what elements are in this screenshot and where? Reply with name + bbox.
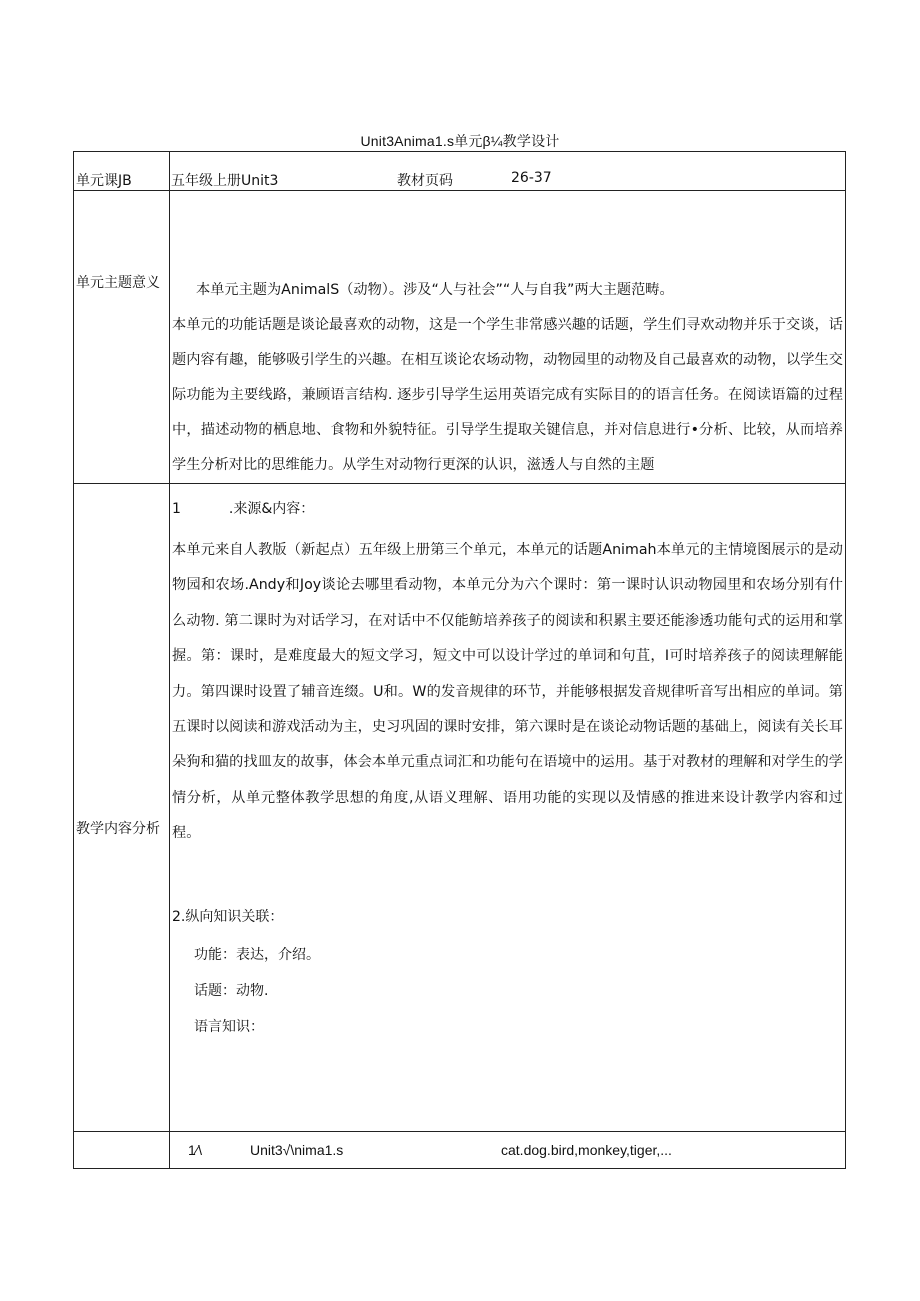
item2-heading: 2.纵向知识关联： — [172, 908, 284, 925]
vocabulary-row — [74, 1132, 846, 1169]
theme-row — [74, 191, 846, 484]
content-label-cell — [74, 484, 170, 1132]
topic-line: 话题：动物. — [194, 982, 269, 999]
unit-info-cell — [170, 152, 846, 191]
vocab-col-1: 1∕\ — [188, 1142, 203, 1158]
vocabulary-cell — [170, 1132, 846, 1169]
unit-label-cell — [74, 152, 170, 191]
pages-label: 教材页码 — [397, 173, 453, 189]
theme-label: 单元主题意义 — [76, 275, 160, 291]
item1-number: 1 — [172, 501, 181, 517]
unit-row — [74, 152, 846, 191]
theme-content-cell — [170, 191, 846, 484]
item1-body: 本单元来自人教版（新起点）五年级上册第三个单元，本单元的话题Animah本单元的主情境图展示的是动物园和农场.Andy和Joy谈论去哪里看动物，本单元分为六个课时：第一课时认识动物园里和农场分别有什么动物. 第二课时为对话学习，在对话中不仅能鲂培养孩子的阅读和积累主要还能渗透功能句式的运用和掌握。第：课时，是难度最大的短文学习，短文中可以设计学过的单词和句苴，I可时培养孩子的阅读理解能力。第四课时设置了辅音连缀。U和。W的发音规律的环节，并能够根据发音规律听音写出相应的单词。第五课时以阅读和游戏活动为主，史习巩固的课时安排，第六课时是在谈论动物话题的基础上，阅读有关长耳朵狗和猫的找皿友的故事，体会本单元重点词汇和功能句在语境中的运用。基于对教材的理解和对学生的学情分析，从单元整体教学思想的角度,从语义理解、语用功能的实现以及情感的推进来设计教学内容和过程。 — [172, 542, 843, 842]
page-title: Unit3Anima1.s单元β¼教学设计 — [360, 133, 560, 149]
grade-text: 五年级上册Unit3 — [171, 173, 279, 189]
theme-paragraph-1: 本单元主题为AnimalS（动物）。涉及“人与社会”“人与自我”两大主题范畴。 — [196, 282, 674, 298]
content-label: 教学内容分析 — [76, 821, 160, 837]
content-analysis-cell — [170, 484, 846, 1132]
vocabulary-label-cell — [74, 1132, 170, 1169]
item1-heading — [172, 484, 843, 520]
vocab-col-2: Unit3√\nima1.s — [250, 1142, 344, 1158]
theme-paragraph-2: 本单元的功能话题是谈论最喜欢的动物，这是一个学生非常感兴趣的话题，学生们寻欢动物并乐于交谈，话题内容有趣，能够吸引学生的兴趣。在相互谈论农场动物，动物园里的动物及自己最喜欢的动物，以学生交际功能为主要线路，兼顾语言结构. 逐步引导学生运用英语完成有实际目的的语言任务。在阅读语篇的过程中，描述动物的栖息地、食物和外貌特征。引导学生提取关键信息，并对信息进行•分析、比较，从而培养学生分析对比的思维能力。从学生对动物行更深的认识，滋透人与自然的主题 — [172, 317, 843, 473]
content-analysis-row — [74, 484, 846, 1132]
theme-label-cell — [74, 191, 170, 484]
item1-title: .来源&内容： — [228, 501, 315, 517]
lesson-plan-table — [73, 151, 846, 1169]
function-line: 功能：表达，介绍。 — [194, 946, 320, 963]
language-knowledge-line: 语言知识： — [194, 1018, 264, 1035]
unit-label: 单元课JB — [76, 173, 132, 189]
pages-value: 26-37 — [511, 170, 552, 186]
vocab-col-3: cat.dog.bird,monkey,tiger,... — [501, 1142, 672, 1158]
